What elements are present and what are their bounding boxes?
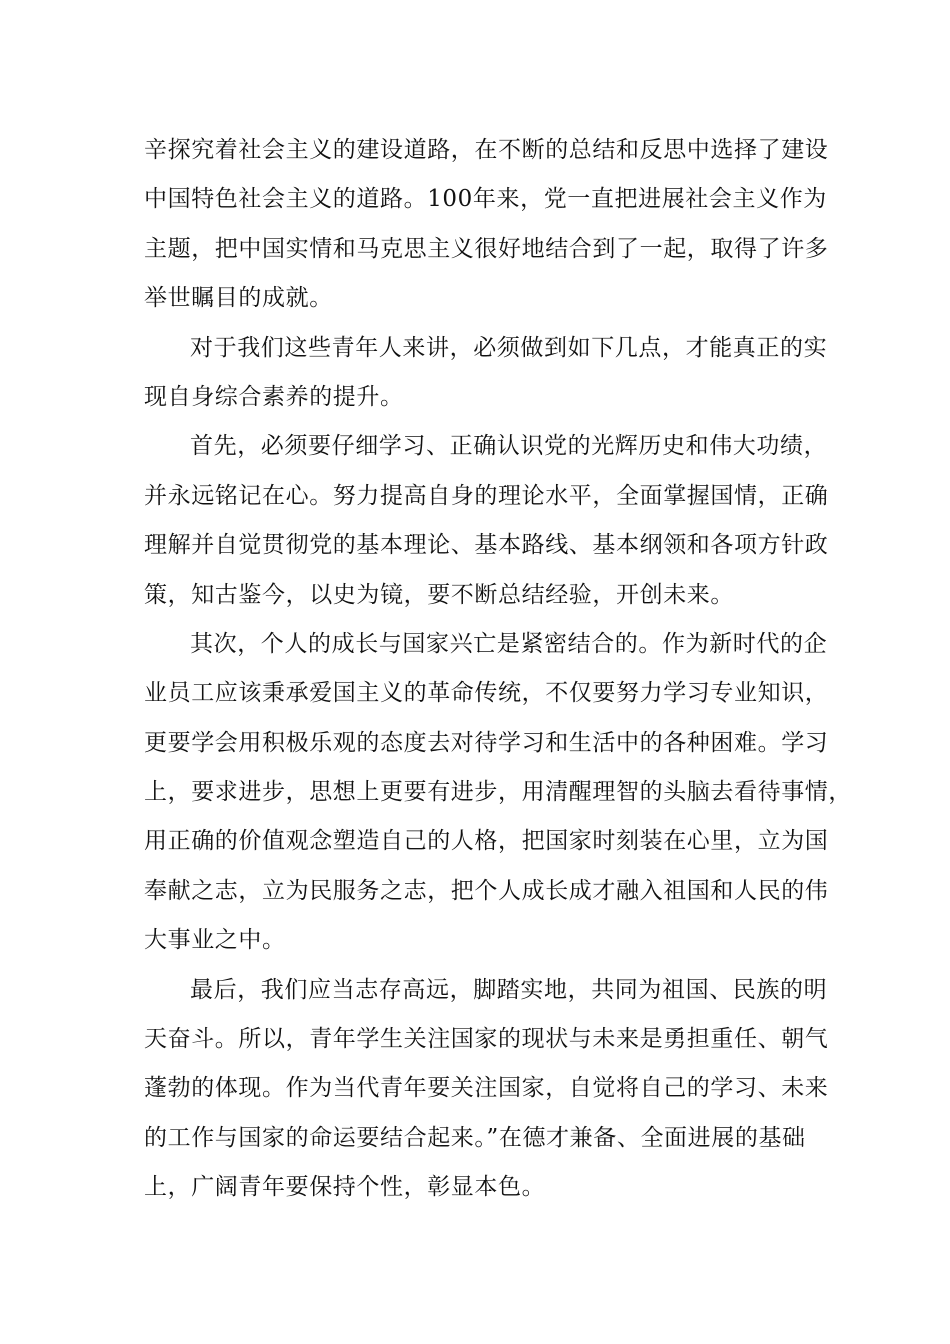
text-line: 举世瞩目的成就。 <box>144 285 333 312</box>
text-line: 的工作与国家的命运要结合起来。”在德才兼备、全面进展的基础 <box>144 1124 806 1151</box>
paragraph-first-line: 最后，我们应当志存高远，脚踏实地，共同为祖国、民族的明 <box>190 976 828 1003</box>
paragraph-first-line: 其次，个人的成长与国家兴亡是紧密结合的。作为新时代的企 <box>190 630 828 657</box>
text-line: 用正确的价值观念塑造自己的人格，把国家时刻装在心里，立为国 <box>144 828 829 855</box>
text-line: 主题，把中国实情和马克思主义很好地结合到了一起，取得了许多 <box>144 235 829 262</box>
text-line: 中国特色社会主义的道路。100年来，党一直把进展社会主义作为 <box>144 186 827 213</box>
text-line: 并永远铭记在心。努力提高自身的理论水平，全面掌握国情，正确 <box>144 482 829 509</box>
text-line: 大事业之中。 <box>144 927 286 954</box>
text-line: 蓬勃的体现。作为当代青年要关注国家，自觉将自己的学习、未来 <box>144 1075 829 1102</box>
text-line: 业员工应该秉承爱国主义的革命传统，不仅要努力学习专业知识， <box>144 680 829 707</box>
text-line: 上，广阔青年要保持个性，彰显本色。 <box>144 1174 546 1201</box>
text-line: 上，要求进步，思想上更要有进步，用清醒理智的头脑去看待事情， <box>144 779 852 806</box>
paragraph-first-line: 首先，必须要仔细学习、正确认识党的光辉历史和伟大功绩， <box>190 433 828 460</box>
document-body <box>144 126 852 1213</box>
paragraph-first-line: 对于我们这些青年人来讲，必须做到如下几点，才能真正的实 <box>190 334 828 361</box>
text-line: 辛探究着社会主义的建设道路，在不断的总结和反思中选择了建设 <box>144 137 829 163</box>
text-line: 奉献之志，立为民服务之志，把个人成长成才融入祖国和人民的伟 <box>144 877 829 904</box>
text-line: 更要学会用积极乐观的态度去对待学习和生活中的各种困难。学习 <box>144 729 829 756</box>
text-line: 策，知古鉴今，以史为镜，要不断总结经验，开创未来。 <box>144 581 734 608</box>
text-line: 现自身综合素养的提升。 <box>144 383 404 410</box>
text-line: 理解并自觉贯彻党的基本理论、基本路线、基本纲领和各项方针政 <box>144 532 829 559</box>
text-line: 天奋斗。所以，青年学生关注国家的现状与未来是勇担重任、朝气 <box>144 1026 829 1053</box>
